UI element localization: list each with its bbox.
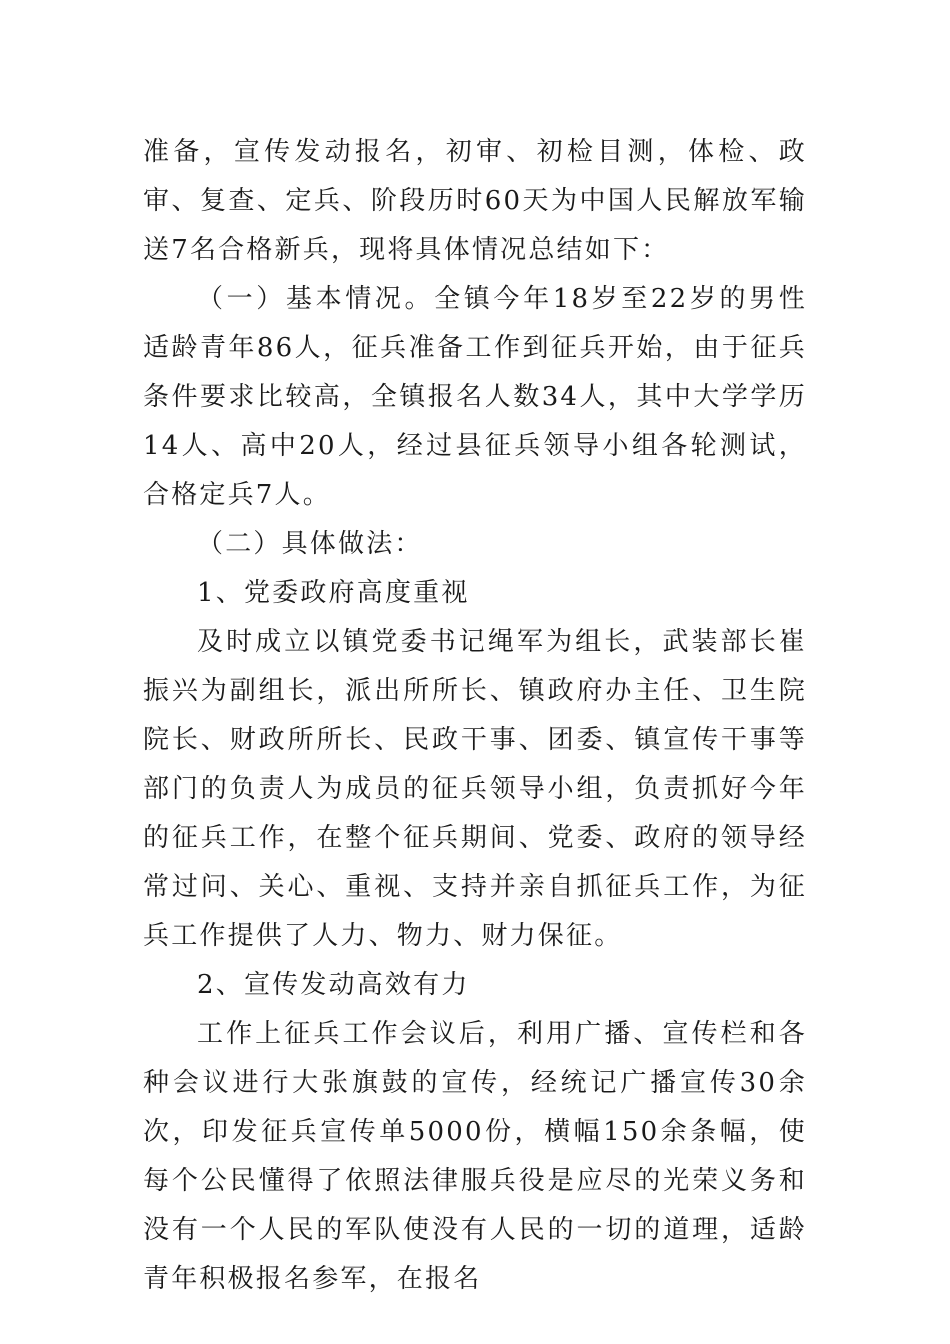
paragraph-leadership-group: 及时成立以镇党委书记绳军为组长，武装部长崔振兴为副组长，派出所所长、镇政府办主任、卫生院院长、财政所所长、民政干事、团委、镇宣传干事等部门的负责人为成员的征兵领导小组，负责抓好今年的征兵工作，在整个征兵期间、党委、政府的领导经常过问、关心、重视、支持并亲自抓征兵工作，为征兵工作提供了人力、物力、财力保征。 xyxy=(143,627,807,951)
paragraph-specific-methods-heading: （二）具体做法： xyxy=(197,529,423,559)
paragraph-basic-situation: （一）基本情况。全镇今年18岁至22岁的男性适龄青年86人，征兵准备工作到征兵开始，由于征兵条件要求比较高，全镇报名人数34人，其中大学学历14人、高中20人，经过县征兵领导小组各轮测试，合格定兵7人。 xyxy=(143,284,807,510)
document-body xyxy=(143,128,807,1304)
paragraph-publicity-details: 工作上征兵工作会议后，利用广播、宣传栏和各种会议进行大张旗鼓的宣传，经统记广播宣传30余次，印发征兵宣传单5000份，横幅150余条幅，使每个公民懂得了依照法律服兵役是应尽的光荣义务和没有一个人民的军队使没有人民的一切的道理，适龄青年积极报名参军，在报名 xyxy=(143,1019,807,1294)
section-heading-party-emphasis: 1、党委政府高度重视 xyxy=(197,578,470,608)
paragraph-continuation: 准备，宣传发动报名，初审、初检目测，体检、政审、复查、定兵、阶段历时60天为中国人民解放军输送7名合格新兵，现将具体情况总结如下： xyxy=(143,137,807,265)
section-heading-publicity: 2、宣传发动高效有力 xyxy=(197,970,470,1000)
